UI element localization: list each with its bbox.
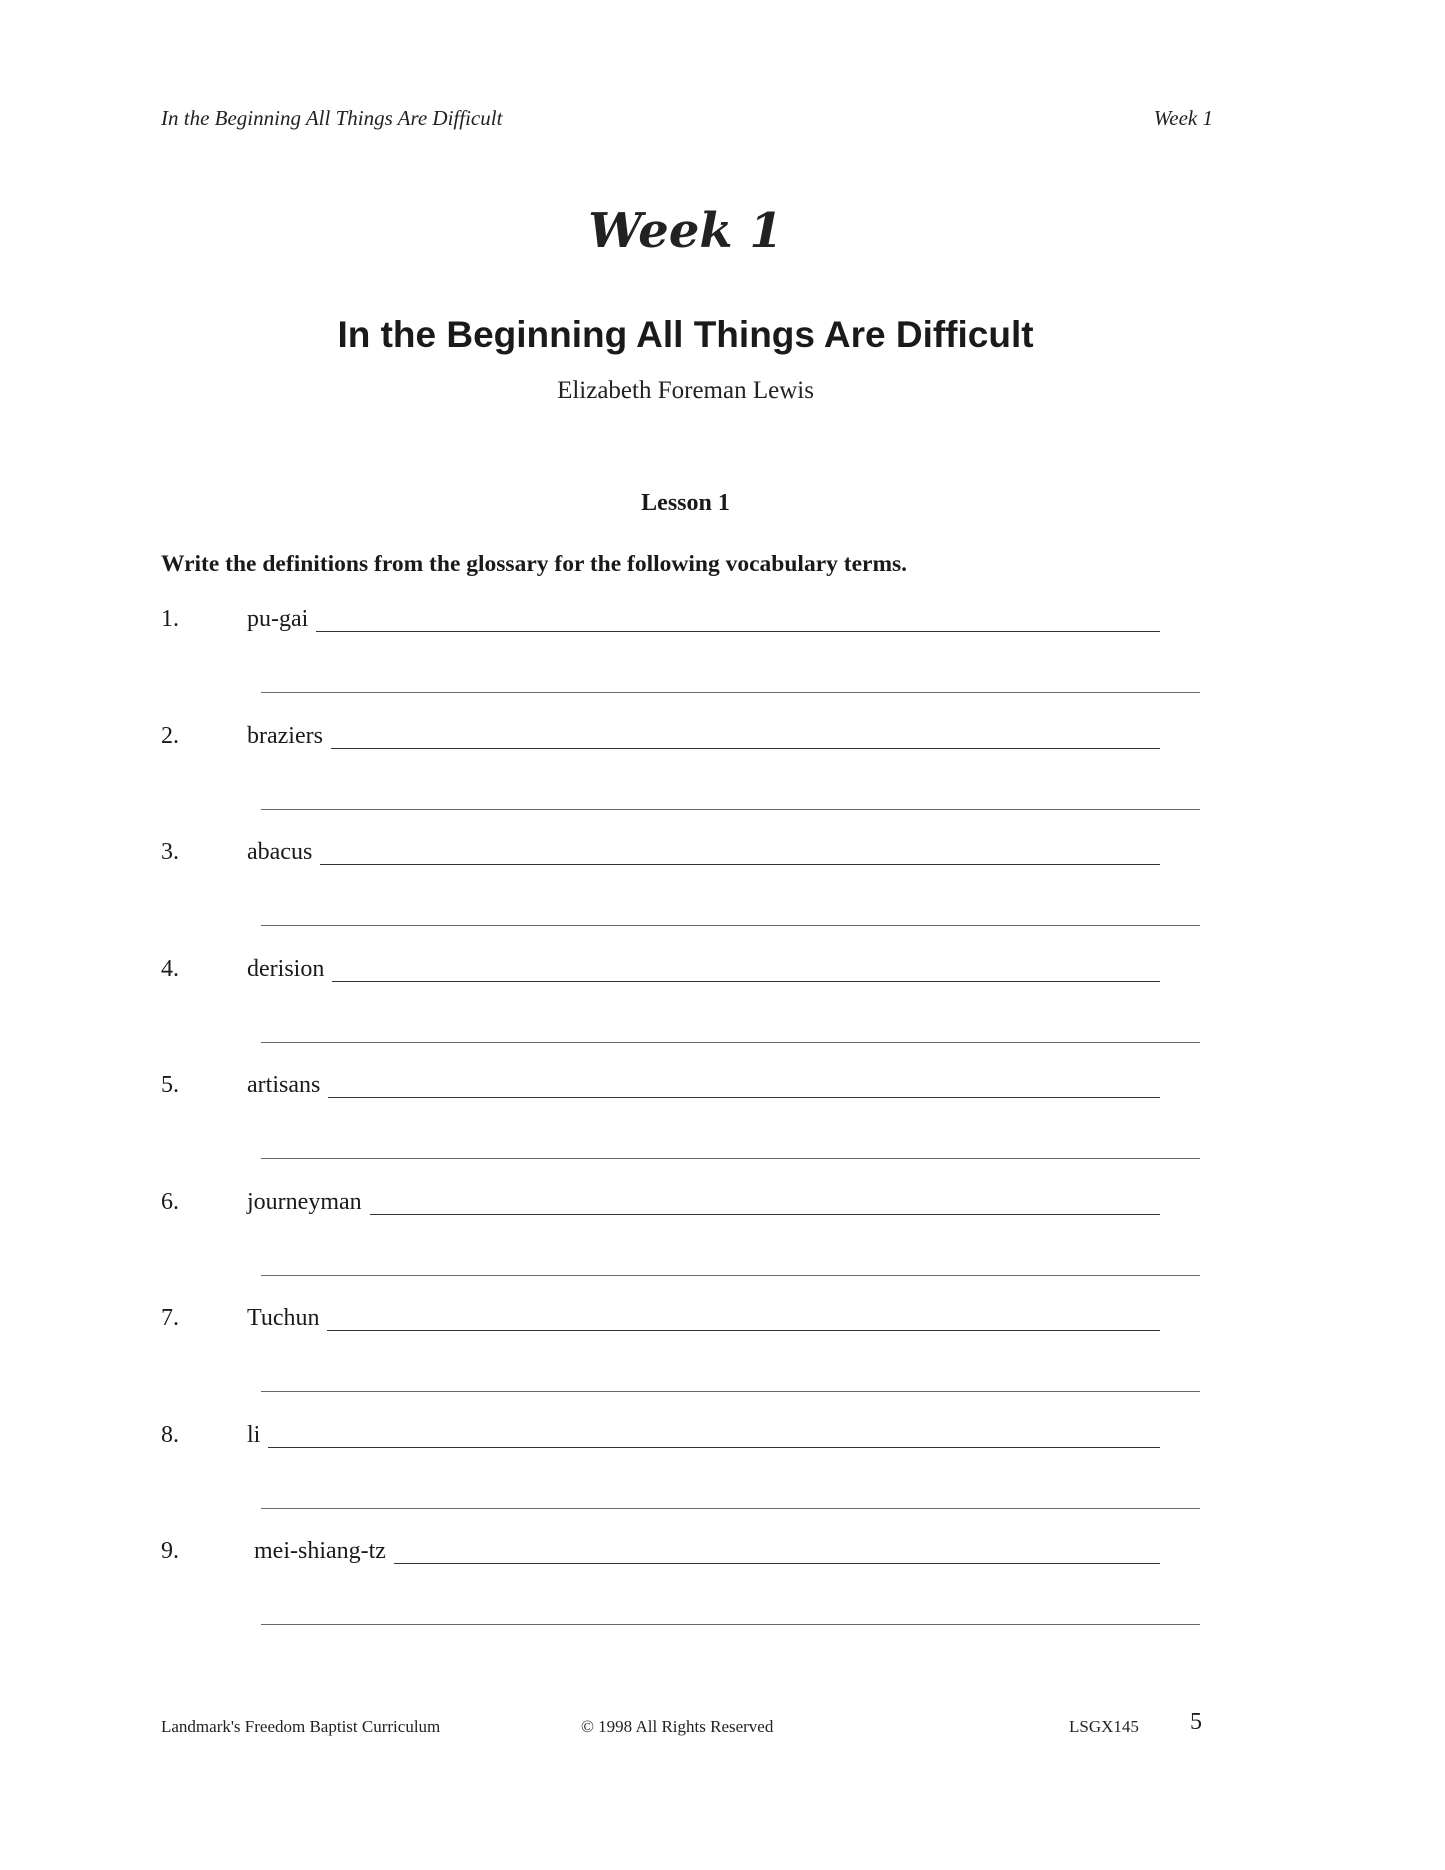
lesson-heading: Lesson 1 <box>641 490 730 516</box>
item-number: 6. <box>161 1188 179 1215</box>
item-number: 8. <box>161 1421 179 1448</box>
answer-line[interactable] <box>261 1275 1200 1276</box>
answer-line[interactable] <box>394 1563 1160 1564</box>
vocab-item-6 <box>161 1180 1201 1297</box>
item-number: 7. <box>161 1305 179 1331</box>
answer-line[interactable] <box>268 1447 1160 1448</box>
vocabulary-list <box>161 597 1201 1646</box>
answer-line[interactable] <box>370 1214 1160 1215</box>
answer-line[interactable] <box>327 1330 1160 1331</box>
footer-copyright: © 1998 All Rights Reserved <box>581 1717 774 1736</box>
item-number: 5. <box>161 1072 179 1098</box>
week-title: Week 1 <box>588 203 783 259</box>
vocab-item-1 <box>161 597 1201 714</box>
footer-curriculum: Landmark's Freedom Baptist Curriculum <box>161 1717 441 1736</box>
vocab-term: braziers <box>247 722 323 749</box>
answer-line[interactable] <box>261 692 1200 693</box>
page-number: 5 <box>1190 1709 1202 1735</box>
vocab-term: li <box>247 1421 261 1448</box>
answer-line[interactable] <box>261 1624 1200 1625</box>
vocab-item-9 <box>161 1529 1201 1646</box>
answer-line[interactable] <box>261 1391 1200 1392</box>
author-name: Elizabeth Foreman Lewis <box>557 377 814 404</box>
vocab-item-2 <box>161 714 1201 831</box>
vocab-item-8 <box>161 1413 1201 1530</box>
answer-line[interactable] <box>320 864 1160 865</box>
answer-line[interactable] <box>261 1158 1200 1159</box>
item-number: 4. <box>161 955 179 982</box>
answer-line[interactable] <box>316 631 1160 632</box>
answer-line[interactable] <box>331 748 1160 749</box>
answer-line[interactable] <box>261 925 1200 926</box>
vocab-term: pu-gai <box>247 606 309 632</box>
answer-line[interactable] <box>261 809 1200 810</box>
vocab-item-7 <box>161 1296 1201 1413</box>
vocab-term: journeyman <box>247 1188 362 1215</box>
vocab-item-5 <box>161 1063 1201 1180</box>
item-number: 3. <box>161 839 179 865</box>
answer-line[interactable] <box>261 1042 1200 1043</box>
vocab-term: mei-shiang-tz <box>254 1538 386 1564</box>
running-header-title: In the Beginning All Things Are Difficult <box>161 106 503 130</box>
story-title: In the Beginning All Things Are Difficult <box>337 314 1034 355</box>
vocab-term: Tuchun <box>247 1305 320 1331</box>
item-number: 9. <box>161 1538 179 1564</box>
vocab-term: abacus <box>247 839 313 865</box>
item-number: 1. <box>161 606 179 632</box>
running-header-week: Week 1 <box>1153 106 1213 130</box>
vocab-item-4 <box>161 947 1201 1064</box>
answer-line[interactable] <box>328 1097 1160 1098</box>
answer-line[interactable] <box>332 981 1160 982</box>
vocab-term: derision <box>247 955 325 982</box>
vocab-item-3 <box>161 830 1201 947</box>
vocab-term: artisans <box>247 1072 321 1098</box>
footer-code: LSGX145 <box>1069 1717 1139 1736</box>
answer-line[interactable] <box>261 1508 1200 1509</box>
item-number: 2. <box>161 722 179 749</box>
instructions: Write the definitions from the glossary for the following vocabulary terms. <box>161 551 908 577</box>
